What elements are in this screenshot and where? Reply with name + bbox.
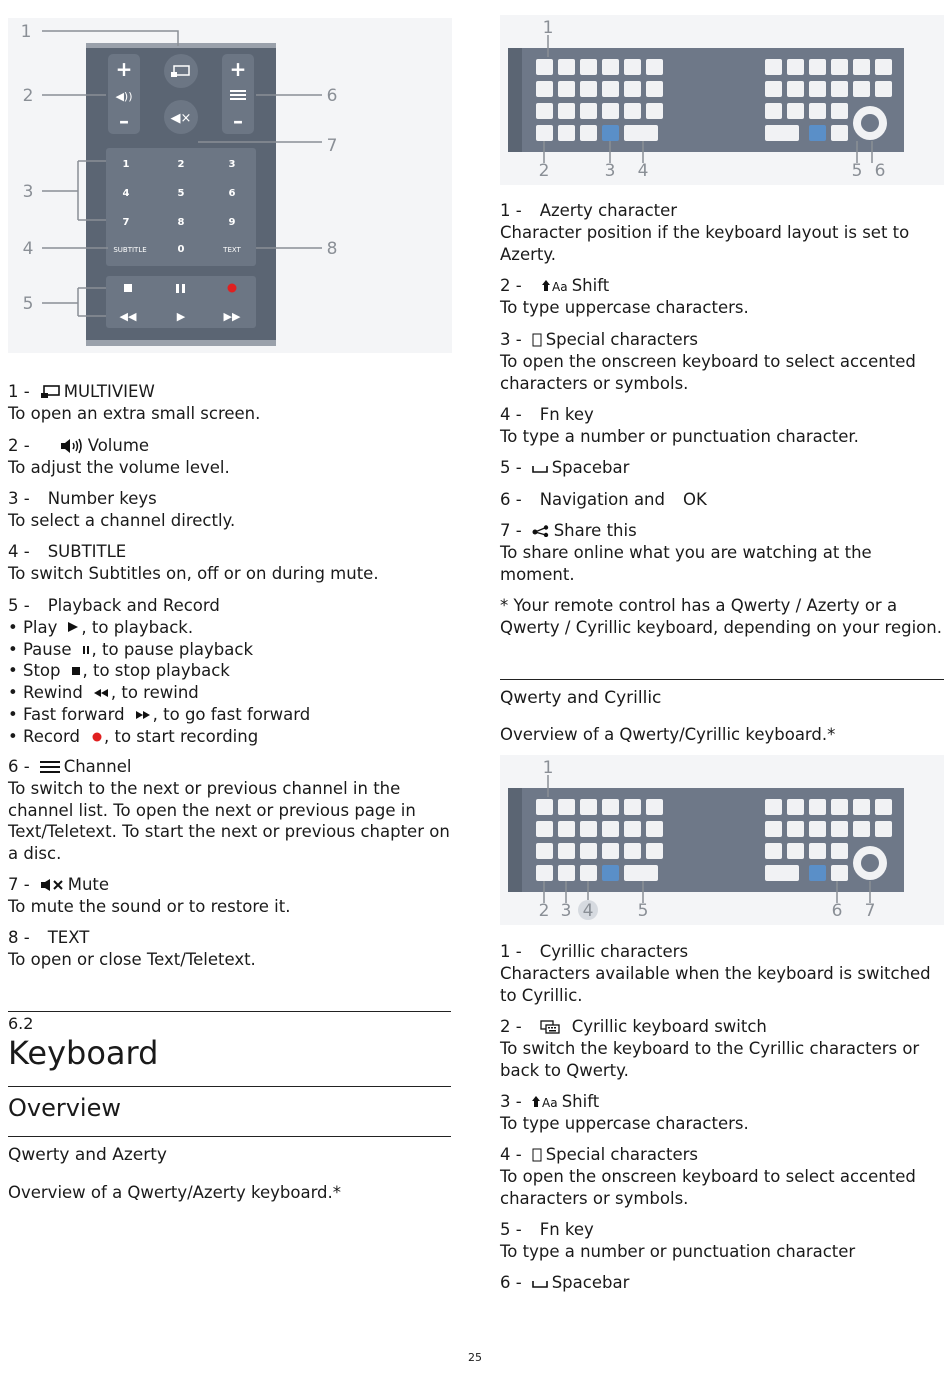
keyboard-key xyxy=(809,821,826,837)
keyboard-key xyxy=(787,103,804,119)
callout-8: 8 xyxy=(326,239,338,259)
entry-title: Fn key xyxy=(539,1220,594,1239)
keyboard-key xyxy=(580,59,597,75)
keyboard-key xyxy=(646,843,663,859)
keyboard-key xyxy=(853,821,870,837)
keyboard-key xyxy=(558,81,575,97)
entry-title: Volume xyxy=(87,436,150,455)
keyboard-key xyxy=(580,799,597,815)
keyboard-key xyxy=(853,59,870,75)
callout-4: 4 xyxy=(22,239,34,259)
subsection-intro: Overview of a Qwerty/Azerty keyboard.* xyxy=(8,1183,342,1202)
cyrillic-callout-3: 3 xyxy=(560,901,572,921)
cyrillic-callout-7: 7 xyxy=(864,901,876,921)
keyboard-key xyxy=(580,843,597,859)
keyboard-key xyxy=(875,59,892,75)
keyboard-key xyxy=(602,799,619,815)
entry-number: 6 - xyxy=(500,1273,522,1292)
entry-description: To type a number or punctuation character. xyxy=(500,426,859,446)
bullet-rewind: • Rewind , to rewind xyxy=(8,683,199,703)
keyboard-key xyxy=(646,59,663,75)
keyboard-key xyxy=(536,799,553,815)
keyboard-key xyxy=(624,843,641,859)
section-number: 6.2 xyxy=(8,1014,34,1033)
entry-title: Azerty character xyxy=(539,201,678,220)
keyboard-key xyxy=(602,81,619,97)
keyboard-key xyxy=(602,865,619,881)
keyboard-key xyxy=(787,81,804,97)
entry-playback-record xyxy=(8,595,452,748)
channel-icon xyxy=(40,761,60,773)
keyboard-key xyxy=(853,81,870,97)
keyboard-key xyxy=(809,125,826,141)
key-6: 6 xyxy=(228,188,236,199)
keyboard-key xyxy=(809,81,826,97)
keyboard-key xyxy=(624,821,641,837)
key-7: 7 xyxy=(122,217,130,228)
key-9: 9 xyxy=(228,217,236,228)
svg-text:Aa: Aa xyxy=(551,279,568,293)
entry-number: 3 - xyxy=(500,1092,522,1111)
keyboard-key xyxy=(558,865,575,881)
keyboard-key xyxy=(580,103,597,119)
keyboard-key xyxy=(624,81,641,97)
svg-text:–: – xyxy=(233,109,243,133)
section-subtitle: Overview xyxy=(8,1094,121,1122)
keyboard-key xyxy=(536,125,553,141)
entry-multiview xyxy=(8,381,452,425)
special-characters-icon xyxy=(532,1148,542,1162)
callout-6: 6 xyxy=(326,86,338,106)
entry-description: To adjust the volume level. xyxy=(8,457,230,477)
multiview-icon xyxy=(40,385,60,399)
keyboard-key xyxy=(558,821,575,837)
entry-volume xyxy=(8,435,452,479)
entry-title: Cyrillic keyboard switch xyxy=(571,1017,767,1036)
keyboard-key xyxy=(558,59,575,75)
keyboard-key xyxy=(831,81,848,97)
keyboard-key xyxy=(831,59,848,75)
keyboard-key xyxy=(624,59,641,75)
subsection-title: Qwerty and Azerty xyxy=(8,1145,167,1165)
play-icon xyxy=(67,621,79,633)
entry-shift xyxy=(500,275,944,319)
entry-number: 1 - xyxy=(500,201,522,220)
volume-icon xyxy=(60,438,84,454)
azerty-callout-5: 5 xyxy=(851,161,863,181)
keyboard-key xyxy=(831,865,848,881)
stop-icon xyxy=(71,666,81,676)
svg-text:Aa: Aa xyxy=(541,1095,558,1109)
keyboard-key xyxy=(809,843,826,859)
keyboard-key xyxy=(602,103,619,119)
azerty-callout-4: 4 xyxy=(637,161,649,181)
entry-description: To switch to the next or previous channel in the channel list. To open the next or previous page in Text/Teletext. To start the next or previous chapter on a disc. xyxy=(8,778,450,864)
ok-button xyxy=(861,114,879,132)
key-3: 3 xyxy=(228,159,236,170)
azerty-keyboard-figure xyxy=(500,15,944,185)
key-2: 2 xyxy=(177,159,185,170)
svg-text:+: + xyxy=(115,57,133,81)
svg-text:+: + xyxy=(229,57,247,81)
keyboard-key xyxy=(765,865,799,881)
keyboard-key xyxy=(536,81,553,97)
keyboard-key xyxy=(558,103,575,119)
keyboard-key xyxy=(831,125,848,141)
entry-share-this xyxy=(500,520,944,585)
entry-description: To open the onscreen keyboard to select accented characters or symbols. xyxy=(500,351,916,393)
subtitle-key: SUBTITLE xyxy=(113,246,147,254)
keyboard-key xyxy=(558,799,575,815)
entry-description: To switch the keyboard to the Cyrillic characters or back to Qwerty. xyxy=(500,1038,920,1080)
keyboard-key xyxy=(602,843,619,859)
ok-button xyxy=(861,854,879,872)
callout-7: 7 xyxy=(326,136,338,156)
keyboard-key xyxy=(809,799,826,815)
keyboard-key xyxy=(624,865,658,881)
keyboard-key xyxy=(580,821,597,837)
keyboard-key xyxy=(831,843,848,859)
callout-2: 2 xyxy=(22,86,34,106)
entry-text xyxy=(8,927,452,971)
rewind-icon xyxy=(93,688,109,698)
cyrillic-callout-1: 1 xyxy=(542,758,554,778)
keyboard-key xyxy=(580,865,597,881)
entry-title: Navigation and xyxy=(539,490,665,509)
entry-number: 8 - xyxy=(8,928,30,947)
keyboard-key xyxy=(536,843,553,859)
svg-text:▶▶: ▶▶ xyxy=(223,310,241,323)
entry-title: Channel xyxy=(63,757,132,776)
keyboard-key xyxy=(646,799,663,815)
keyboard-switch-icon xyxy=(540,1020,560,1034)
svg-text:▶: ▶ xyxy=(176,310,186,323)
cyrillic-keyboard-figure xyxy=(500,755,944,925)
spacebar-icon xyxy=(532,463,548,473)
keyboard-key xyxy=(536,59,553,75)
spacebar-icon xyxy=(532,1278,548,1288)
entry-title: Spacebar xyxy=(551,1273,630,1292)
azerty-callout-1: 1 xyxy=(542,18,554,38)
keyboard-key xyxy=(765,843,782,859)
keyboard-key xyxy=(765,81,782,97)
entry-description: To type uppercase characters. xyxy=(500,297,749,317)
special-characters-icon xyxy=(532,333,542,347)
entry-title: SUBTITLE xyxy=(47,542,127,561)
keyboard-key xyxy=(809,865,826,881)
entry-number: 2 - xyxy=(8,436,30,455)
azerty-callout-2: 2 xyxy=(538,161,550,181)
entry-number: 7 - xyxy=(500,521,522,540)
entry-cyrillic-switch xyxy=(500,1016,944,1081)
cyrillic-callout-6: 6 xyxy=(831,901,843,921)
entry-number: 1 - xyxy=(8,382,30,401)
keyboard-key xyxy=(580,125,597,141)
multiview-button xyxy=(164,54,198,88)
entry-number: 2 - xyxy=(500,1017,522,1036)
keyboard-key xyxy=(765,799,782,815)
entry-title: Cyrillic characters xyxy=(539,942,689,961)
keyboard-key xyxy=(875,799,892,815)
keyboard-key xyxy=(646,103,663,119)
entry-number: 7 - xyxy=(8,875,30,894)
keyboard-key xyxy=(875,821,892,837)
keyboard-key xyxy=(624,799,641,815)
section-title: Keyboard xyxy=(8,1034,159,1072)
keyboard-key xyxy=(580,81,597,97)
entry-title: Shift xyxy=(561,1092,600,1111)
keyboard-key xyxy=(646,821,663,837)
entry-title-ok: OK xyxy=(682,490,707,509)
entry-description: To mute the sound or to restore it. xyxy=(8,896,291,916)
keyboard-key xyxy=(787,799,804,815)
keyboard-key xyxy=(831,103,848,119)
svg-text:◀◀: ◀◀ xyxy=(119,310,137,323)
keyboard-key xyxy=(809,59,826,75)
entry-title: Shift xyxy=(571,276,610,295)
keyboard-key xyxy=(536,865,553,881)
entry-description: To type a number or punctuation character xyxy=(500,1241,856,1261)
entry-number: 3 - xyxy=(8,489,30,508)
svg-text:–: – xyxy=(119,109,129,133)
keyboard-key xyxy=(602,125,619,141)
entry-number: 5 - xyxy=(500,1220,522,1239)
text-key: TEXT xyxy=(223,246,241,254)
entry-title: Special characters xyxy=(545,1145,699,1164)
bullet-record: • Record , to start recording xyxy=(8,726,259,746)
entry-description: To share online what you are watching at the moment. xyxy=(500,542,872,584)
svg-text:◀×: ◀× xyxy=(170,111,192,126)
remote-control-figure xyxy=(8,18,452,353)
record-icon xyxy=(92,732,102,742)
entry-description: To switch Subtitles on, off or on during mute. xyxy=(8,563,379,583)
entry-description: To select a channel directly. xyxy=(8,510,236,530)
entry-title: Spacebar xyxy=(551,458,630,477)
keyboard-key xyxy=(765,125,799,141)
keyboard-key xyxy=(809,103,826,119)
entry-number: 4 - xyxy=(500,405,522,424)
entry-number-keys xyxy=(8,488,452,532)
svg-text:◀)): ◀)) xyxy=(115,90,133,103)
entry-description: To open the onscreen keyboard to select accented characters or symbols. xyxy=(500,1166,916,1208)
entry-description: To type uppercase characters. xyxy=(500,1113,749,1133)
entry-description: Characters available when the keyboard is switched to Cyrillic. xyxy=(500,963,931,1005)
callout-1: 1 xyxy=(20,22,32,42)
shift-icon xyxy=(532,1095,560,1109)
entry-special-characters xyxy=(500,329,944,394)
cyrillic-title: Qwerty and Cyrillic xyxy=(500,688,662,708)
bullet-stop: • Stop , to stop playback xyxy=(8,661,230,681)
entry-title: Playback and Record xyxy=(47,596,220,615)
cyrillic-callout-4: 4 xyxy=(582,901,594,921)
entry-mute xyxy=(8,874,452,918)
entry-number: 3 - xyxy=(500,330,522,349)
section-rule xyxy=(8,1011,451,1012)
page-number: 25 xyxy=(468,1351,482,1364)
entry-number: 1 - xyxy=(500,942,522,961)
entry-number: 2 - xyxy=(500,276,522,295)
entry-number: 6 - xyxy=(8,757,30,776)
keyboard-key xyxy=(558,843,575,859)
keyboard-key xyxy=(787,843,804,859)
keyboard-key xyxy=(787,821,804,837)
azerty-callout-6: 6 xyxy=(874,161,886,181)
entry-cyrillic-fn xyxy=(500,1219,944,1263)
shift-icon xyxy=(542,279,570,293)
fast-forward-icon xyxy=(135,710,151,720)
entry-cyrillic-spacebar xyxy=(500,1272,944,1294)
cyrillic-rule xyxy=(500,679,944,680)
entry-description: To open or close Text/Teletext. xyxy=(8,949,256,969)
bullet-fast-forward: • Fast forward , to go fast forward xyxy=(8,704,311,724)
entry-title: MULTIVIEW xyxy=(63,382,155,401)
entry-title: Number keys xyxy=(47,489,157,508)
keyboard-key xyxy=(853,799,870,815)
keyboard-key xyxy=(536,821,553,837)
keyboard-key xyxy=(831,799,848,815)
entry-title: Fn key xyxy=(539,405,594,424)
keyboard-key xyxy=(787,59,804,75)
subsection-rule xyxy=(8,1136,451,1137)
entry-spacebar xyxy=(500,457,944,479)
key-4: 4 xyxy=(122,188,130,199)
callout-3: 3 xyxy=(22,182,34,202)
entry-channel xyxy=(8,756,452,865)
azerty-callout-3: 3 xyxy=(604,161,616,181)
keyboard-key xyxy=(831,821,848,837)
entry-title: Mute xyxy=(67,875,110,894)
entry-title: Share this xyxy=(553,521,637,540)
share-icon xyxy=(532,525,550,537)
keyboard-key xyxy=(646,81,663,97)
bullet-play: • Play , to playback. xyxy=(8,617,194,637)
entry-cyrillic-special xyxy=(500,1144,944,1209)
record-key xyxy=(228,284,237,293)
entry-title: Special characters xyxy=(545,330,699,349)
cyrillic-callout-2: 2 xyxy=(538,901,550,921)
entry-title: TEXT xyxy=(47,928,90,947)
keyboard-key xyxy=(602,821,619,837)
entry-azerty-character xyxy=(500,200,944,265)
entry-navigation-ok xyxy=(500,489,944,511)
keyboard-key xyxy=(624,103,641,119)
keyboard-key xyxy=(536,103,553,119)
key-8: 8 xyxy=(177,217,185,228)
entry-fn-key xyxy=(500,404,944,448)
footnote: * Your remote control has a Qwerty / Azerty or a Qwerty / Cyrillic keyboard, depending on your region. xyxy=(500,596,942,637)
entry-description: To open an extra small screen. xyxy=(8,403,261,423)
stop-key xyxy=(124,284,132,292)
keyboard-key xyxy=(602,59,619,75)
mute-icon xyxy=(40,878,64,892)
entry-cyrillic-shift xyxy=(500,1091,944,1135)
entry-description: Character position if the keyboard layout is set to Azerty. xyxy=(500,222,910,264)
cyrillic-intro: Overview of a Qwerty/Cyrillic keyboard.* xyxy=(500,725,836,744)
entry-number: 4 - xyxy=(8,542,30,561)
keyboard-key xyxy=(624,125,658,141)
key-1: 1 xyxy=(122,159,130,170)
keyboard-key xyxy=(558,125,575,141)
bullet-pause: • Pause , to pause playback xyxy=(8,639,253,659)
entry-number: 5 - xyxy=(8,596,30,615)
callout-5: 5 xyxy=(22,294,34,314)
cyrillic-callout-5: 5 xyxy=(637,901,649,921)
keyboard-key xyxy=(765,59,782,75)
entry-subtitle xyxy=(8,541,452,585)
entry-cyrillic-characters xyxy=(500,941,944,1006)
keyboard-key xyxy=(875,81,892,97)
entry-number: 6 - xyxy=(500,490,522,509)
key-0: 0 xyxy=(177,244,185,255)
entry-number: 5 - xyxy=(500,458,522,477)
subtitle-rule xyxy=(8,1086,451,1087)
entry-number: 4 - xyxy=(500,1145,522,1164)
key-5: 5 xyxy=(177,188,185,199)
keyboard-key xyxy=(765,821,782,837)
keyboard-key xyxy=(765,103,782,119)
pause-icon xyxy=(82,645,90,655)
